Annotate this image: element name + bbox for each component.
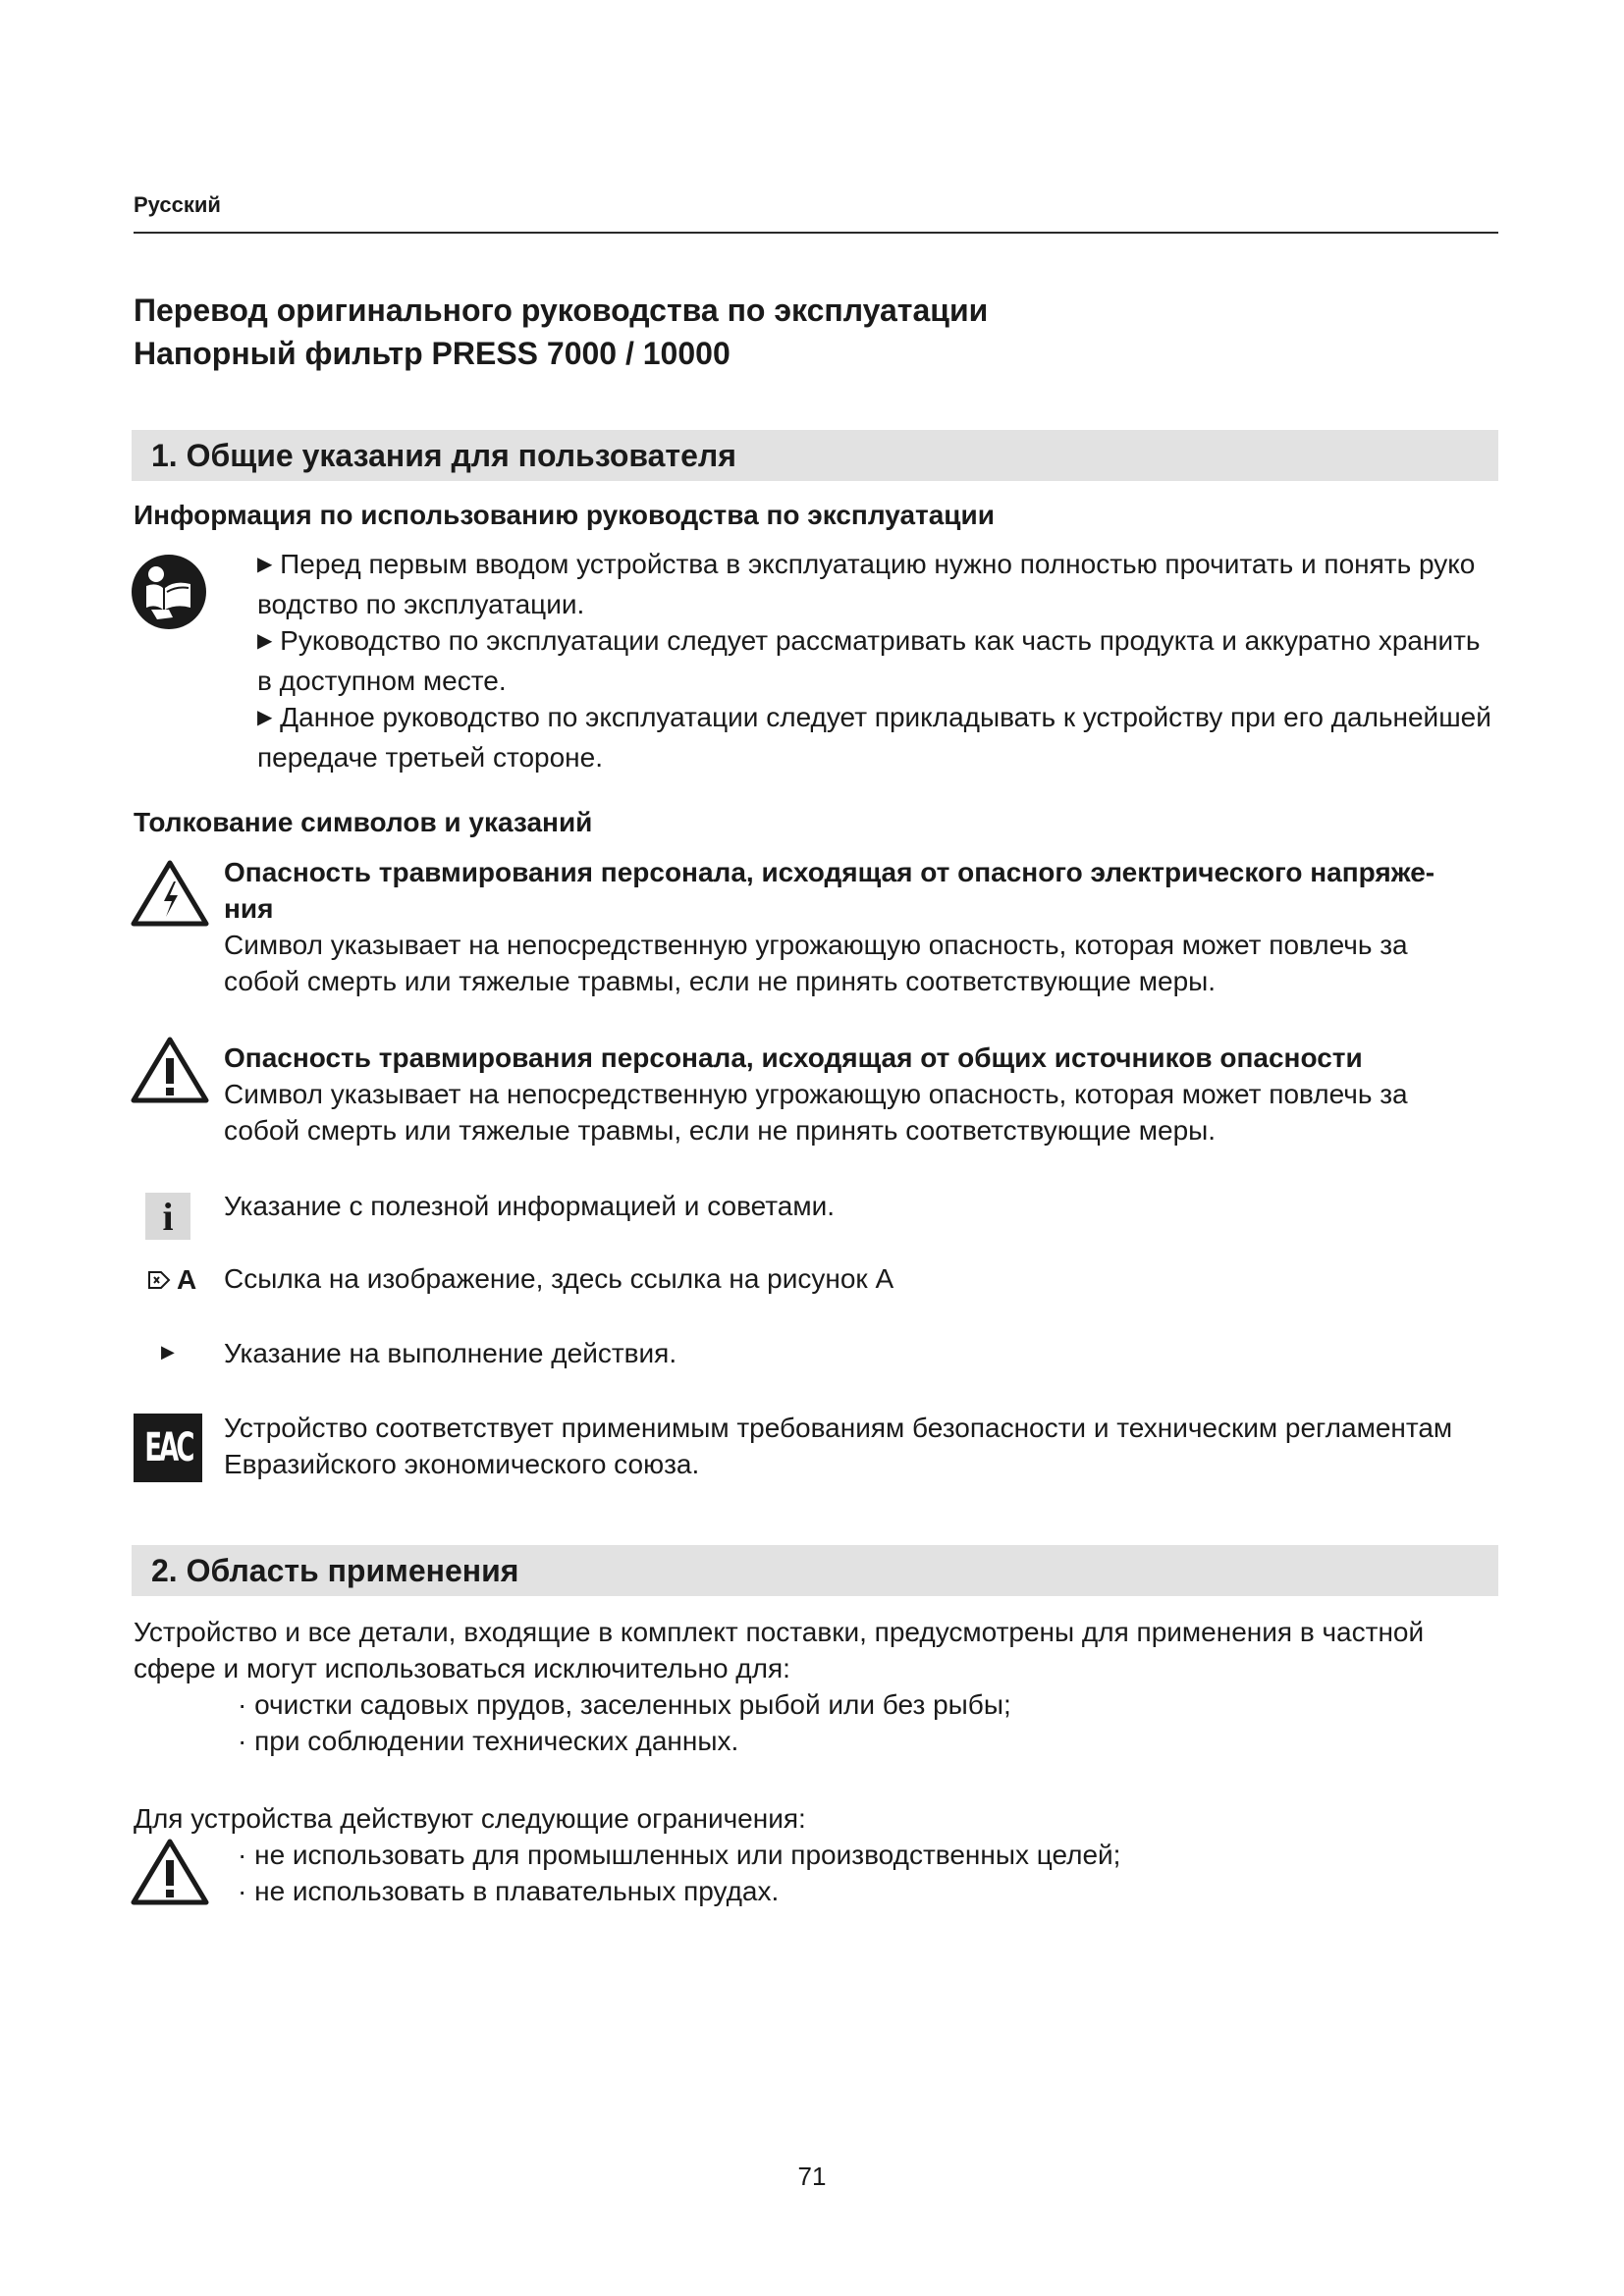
restrictions-intro: Для устройства действуют следующие ограничения: [134, 1803, 806, 1834]
action-arrow-icon: ▶ [161, 1342, 175, 1362]
document-title [134, 289, 988, 375]
document-title-line2: Напорный фильтр PRESS 7000 / 10000 [134, 336, 731, 371]
section2-intro [134, 1614, 1508, 1686]
list-item: · очистки садовых прудов, заселенных рыбой или без рыбы; [238, 1689, 1011, 1720]
figure-reference-symbol: A [147, 1264, 196, 1296]
list-item: · не использовать в плавательных прудах. [238, 1876, 780, 1906]
eac-note-text-line1: Устройство соответствует применимым требованиям безопасности и техническим регламентам [224, 1413, 1453, 1443]
figure-pointer-icon [147, 1269, 173, 1291]
read-manual-icon [130, 553, 208, 631]
electric-danger-text-line1: Символ указывает на непосредственную угрожающую опасность, которая может повлечь за [224, 930, 1408, 960]
uses-list [238, 1686, 1011, 1759]
list-item: · при соблюдении технических данных. [238, 1726, 739, 1756]
info-note-text: Указание с полезной информацией и советами. [224, 1191, 836, 1221]
eac-note-block [224, 1410, 1520, 1482]
restrictions-list [238, 1837, 1120, 1909]
action-arrow-icon: ▶ [257, 554, 273, 575]
section1-title: 1. Общие указания для пользователя [151, 438, 736, 473]
list-item: ▶ Руководство по эксплуатации следует рассматривать как часть продукта и аккуратно хранить в доступном месте. [257, 625, 1481, 696]
section2-intro-line2: сфере и могут использоваться исключительно для: [134, 1653, 790, 1683]
info-icon: i [145, 1193, 190, 1240]
electric-hazard-icon [131, 860, 209, 927]
header-divider [134, 232, 1498, 234]
subheading-info: Информация по использованию руководства по эксплуатации [134, 500, 995, 530]
electric-danger-title-line1: Опасность травмирования персонала, исходящая от опасного электрического напряже- [224, 857, 1435, 887]
general-danger-title: Опасность травмирования персонала, исходящая от общих источников опасности [224, 1042, 1363, 1073]
usage-bullets [257, 546, 1524, 775]
eac-logo: ЕАС [134, 1414, 202, 1482]
list-item: ▶ Данное руководство по эксплуатации следует прикладывать к устройству при его дальнейшей передаче третьей стороне. [257, 702, 1491, 773]
action-arrow-icon: ▶ [257, 630, 273, 652]
section2-intro-line1: Устройство и все детали, входящие в комплект поставки, предусмотрены для применения в частной [134, 1617, 1425, 1647]
action-arrow-icon: ▶ [257, 707, 273, 728]
general-hazard-icon [131, 1839, 209, 1905]
list-item: ▶ Перед первым вводом устройства в эксплуатацию нужно полностью прочитать и понять руко водство по эксплуатации. [257, 549, 1476, 619]
electric-danger-block [224, 854, 1520, 999]
action-note-text: Указание на выполнение действия. [224, 1338, 677, 1368]
subheading-symbols: Толкование символов и указаний [134, 807, 593, 837]
page-number: 71 [797, 2162, 827, 2191]
electric-danger-title-line2: ния [224, 893, 274, 924]
eac-note-text-line2: Евразийского экономического союза. [224, 1449, 700, 1479]
language-label: Русский [134, 192, 221, 217]
electric-danger-text-line2: собой смерть или тяжелые травмы, если не принять соответствующие меры. [224, 966, 1217, 996]
general-danger-block [224, 1040, 1520, 1148]
general-danger-text-line2: собой смерть или тяжелые травмы, если не принять соответствующие меры. [224, 1115, 1217, 1146]
document-title-line1: Перевод оригинального руководства по эксплуатации [134, 293, 989, 328]
figure-reference-text: Ссылка на изображение, здесь ссылка на рисунок A [224, 1263, 894, 1294]
general-danger-text-line1: Символ указывает на непосредственную угрожающую опасность, которая может повлечь за [224, 1079, 1408, 1109]
section2-title: 2. Область применения [151, 1553, 519, 1588]
list-item: · не использовать для промышленных или производственных целей; [238, 1840, 1121, 1870]
general-hazard-icon [131, 1037, 209, 1103]
